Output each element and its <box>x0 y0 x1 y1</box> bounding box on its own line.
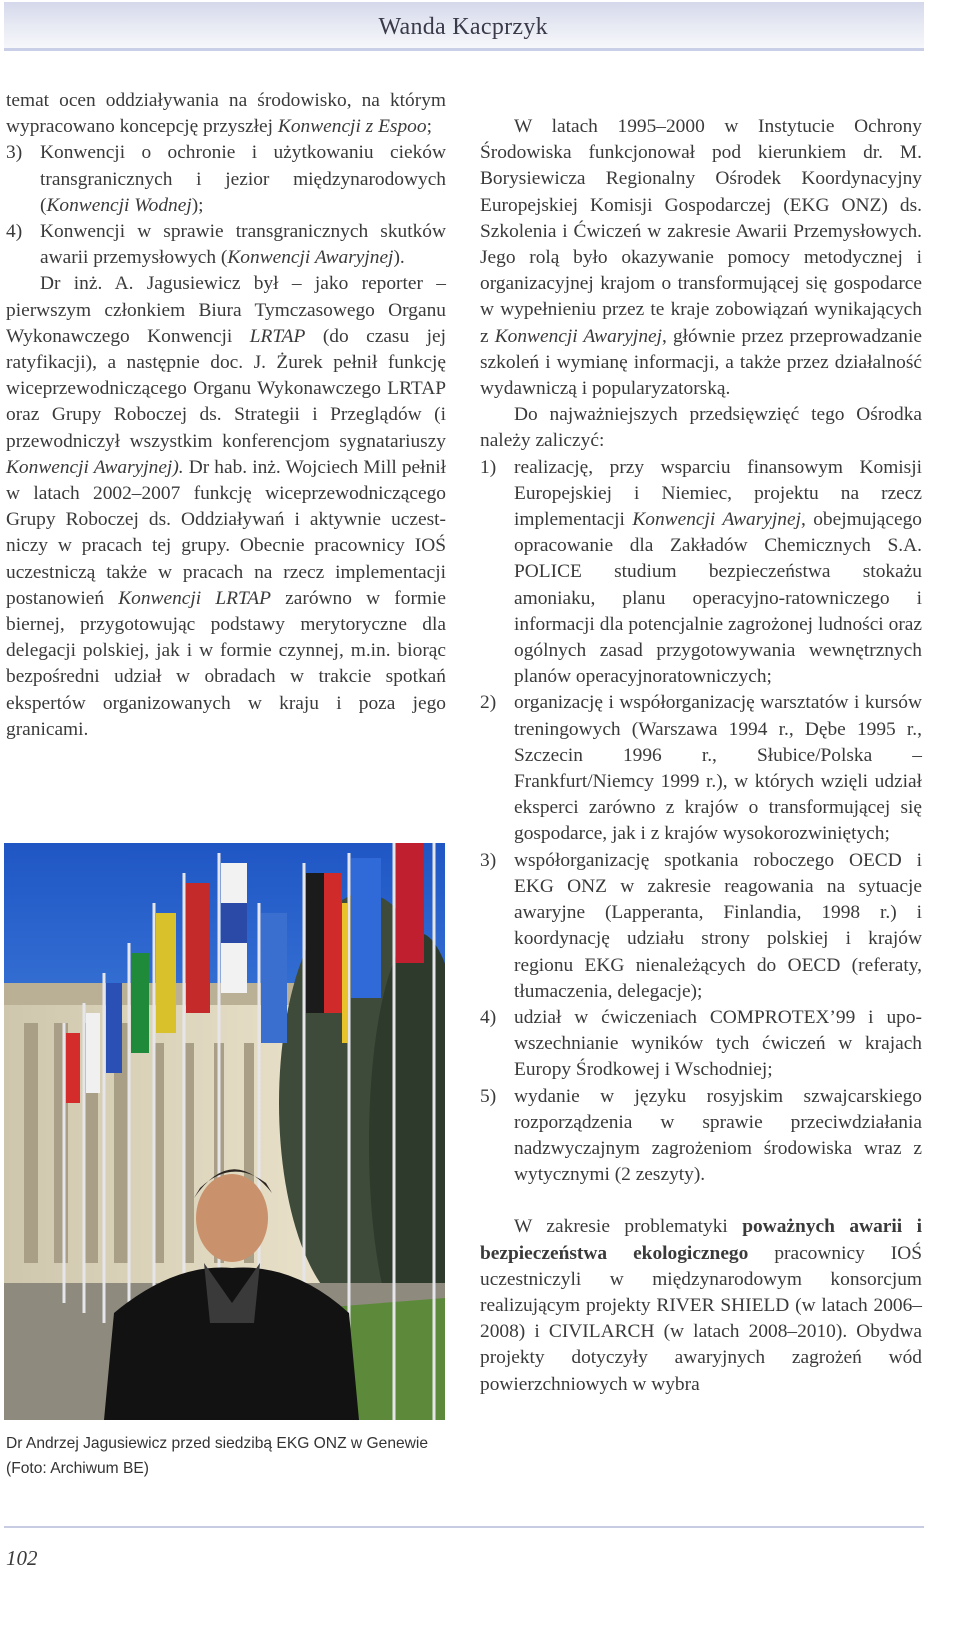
list-item: 4) Konwencji w sprawie transgranicznych skutków awarii przemysłowych (Konwencji Awaryjnej). <box>6 221 446 269</box>
paragraph: temat ocen oddziaływania na środowisko, na którym wypracowano koncepcję przyszłej Konwencji z Espoo; <box>6 90 446 138</box>
right-column <box>480 114 922 1398</box>
list-item: 3) Konwencji o ochronie i użytkowaniu cieków transgranicznych i jezior międzynarodowych (Konwencji Wodnej); <box>6 142 446 216</box>
paragraph: Do najważniejszych przedsięwzięć tego Ośrodka należy zaliczyć: <box>480 404 922 452</box>
list-item: 4) udział w ćwiczeniach COMPROTEX’99 i upowszechnianie wyników tych ćwiczeń w krajach Europy Środkowej i Wschodniej; <box>480 1006 922 1081</box>
left-column <box>6 88 446 743</box>
header-author-name: Wanda Kacprzyk <box>378 14 548 40</box>
list-item: 3) współorganizację spotkania roboczego OECD i EKG ONZ w zakresie reagowania na sytuacje awaryjne (Lapperanta, Finlandia, 1998 r.) i koordynację udziału strony polskiej i krajów regionu EKG nienależących do OECD (referaty, tłumaczenia, delegacje); <box>480 849 922 1002</box>
paragraph: W latach 1995–2000 w Instytucie Ochrony Środowiska funkcjonował pod kierunkiem dr. M. Borysiewicza Regionalny Ośrodek Koordynacyjny Europejskiej Komisji Gospodarczej (EKG ONZ) ds. Szkolenia i Ćwiczeń w zakresie Awarii Przemysłowych. Jego rolą było okazywanie pomocy metodycznej i organizacyjnej krajom o transformującej się gospodarce w wypełnieniu przez te kraje zobowiązań wynikających z Konwencji Awaryjnej, głównie przez przeprowadzanie szkoleń i wymianę informacji, a także przez działalność wydawniczą i popularyzatorską. <box>480 116 922 400</box>
paragraph: Dr inż. A. Jagusiewicz był – jako reporter – pierwszym członkiem Biura Tymczasowego Organu Wykonawczego Konwencji LRTAP (do czasu jej ratyfikacji), a następnie doc. J. Żurek pełnił funkcję wiceprzewodniczącego Organu Wykonawczego LRTAP oraz Grupy Roboczej ds. Strategii i Przeglądów (i przewodniczył wszystkim konferencjom sygnatariuszy Konwencji Awaryjnej). Dr hab. inż. Wojciech Mill pełnił w latach 2002–2007 funkcję wiceprzewodniczącego Grupy Roboczej ds. Oddziaływań i aktywnie uczestniczy w pracach tej grupy. Obecnie pracownicy IOŚ uczestniczą także w pracach na rzecz implementacji postanowień Konwencji LRTAP zarówno w formie biernej, przygotowując podstawy merytoryczne dla delegacji polskiej, jak i w formie czynnej, m.in. biorąc bezpośredni udział w obradach w trakcie spotkań ekspertów organizowanych w kraju i poza jego granicami. <box>6 273 446 740</box>
running-header <box>4 2 924 51</box>
achievements-list <box>480 455 922 1189</box>
page-number: 102 <box>6 1546 38 1570</box>
list-item: 5) wydanie w języku rosyjskim szwajcarskiego rozporządzenia w sprawie przeciwdziałania nadzwyczajnym zagrożeniom środowiska wraz z wytycznymi (2 zeszyty). <box>480 1085 922 1186</box>
list-item: 2) organizację i współorganizację warsztatów i kursów treningowych (Warszawa 1994 r., Dębe 1995 r., Szczecin 1996 r., Słubice/Polska – Frankfurt/Niemcy 1999 r.), w których wzięli udział eksperci zarówno z krajów o transformującej się gospodarce, jak i z krajów wysokorozwiniętych; <box>480 692 922 845</box>
photo-un-geneva-flags <box>4 843 445 1420</box>
photo-caption: Dr Andrzej Jagusiewicz przed siedzibą EKG ONZ w Genewie (Foto: Archiwum BE) <box>6 1435 429 1477</box>
paragraph: W zakresie problematyki poważnych awarii i bezpieczeństwa ekologicznego pracownicy IOŚ uczestniczyli w międzynarodowym konsorcjum realizującym projekty RIVER SHIELD (w latach 2006–2008) i CIVILARCH (w latach 2008–2010). Obydwa projekty dotyczyły awaryjnych zagrożeń wód powierzchniowych w wybra <box>480 1216 922 1395</box>
convention-list <box>6 140 446 271</box>
paragraph-spacer <box>480 1188 922 1214</box>
photo-illustration <box>4 843 445 1420</box>
list-item: 1) realizację, przy wsparciu finansowym Komisji Europejskiej i Niemiec, projektu na rzecz implementacji Konwencji Awaryjnej, obejmującego opracowanie dla Zakładów Chemicznych S.A. POLICE studium bezpieczeństwa stokażu amoniaku, planu operacyjno-ratowniczego i informacji dla potencjalnie zagrożonej ludności oraz ogólnych zasad przygotowywania wewnętrznych planów operacyjnoratowniczych; <box>480 456 922 688</box>
footer-rule <box>4 1526 924 1528</box>
